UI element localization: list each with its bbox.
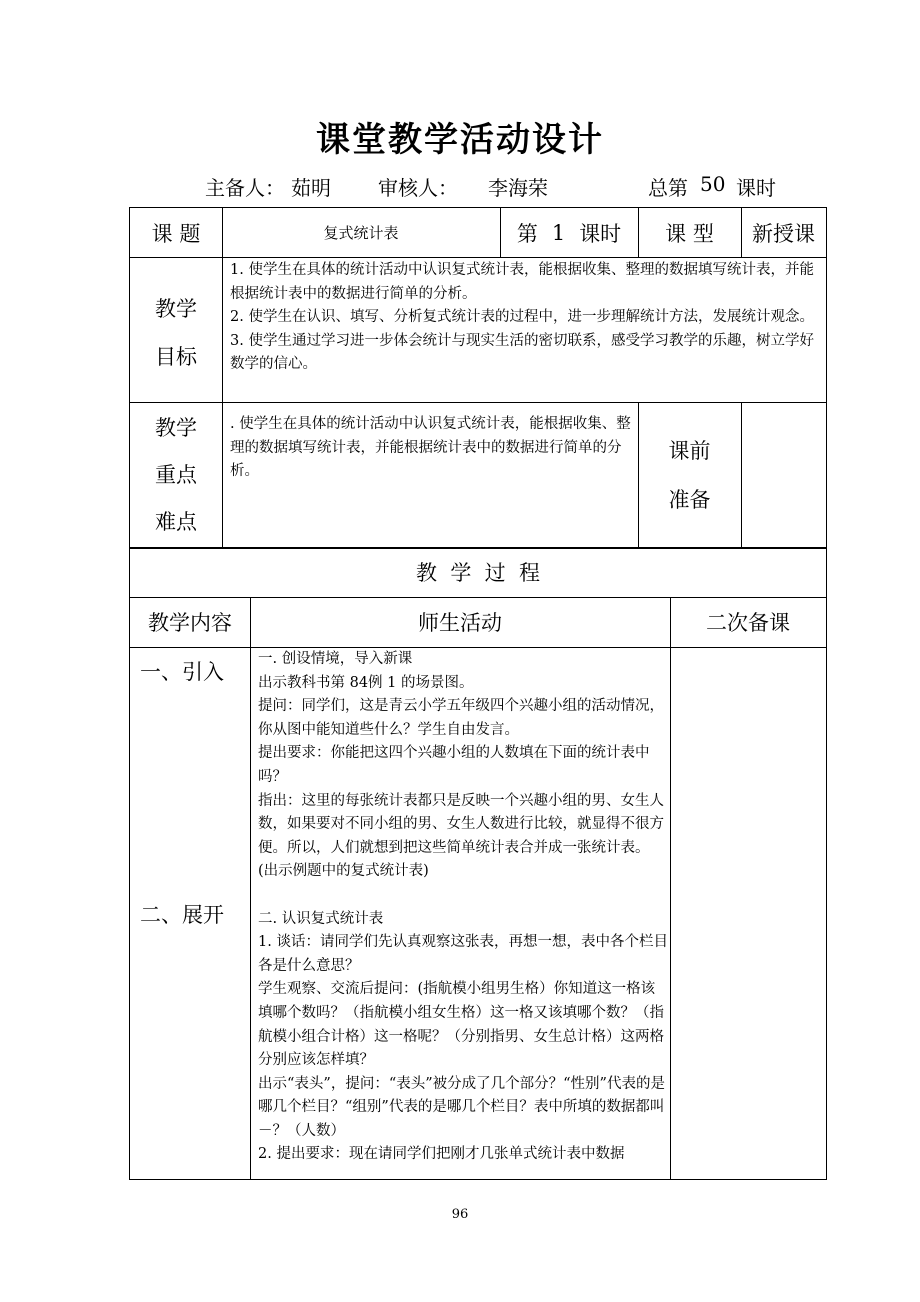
preparer-name: 茹明 xyxy=(291,176,331,200)
reviewer-label: 审核人： xyxy=(378,176,458,200)
type-value: 新授课 xyxy=(752,221,815,246)
column-content: 教学内容 xyxy=(148,611,232,635)
process-table xyxy=(129,547,827,1180)
objectives-label-1: 教学 xyxy=(155,297,197,321)
key-points-label xyxy=(130,402,222,548)
column-activity: 师生活动 xyxy=(418,611,502,635)
topic-label: 课 题 xyxy=(151,221,201,246)
lesson-info-table xyxy=(129,207,827,549)
prep-label-2: 准备 xyxy=(668,488,711,512)
type-label: 课 型 xyxy=(665,221,714,246)
objectives-text: 1. 使学生在具体的统计活动中认识复式统计表，能根据收集、整理的数据填写统计表，并能根据统计表中的数据进行简单的分析。 2. 使学生在认识、填写、分析复式统计表的过程中，进一步理解统计方法，发展统计观念。 3. 使学生通过学习进一步体会统计与现实生活的密切联系，感受学习教学的乐趣，树立学好数学的信心。 xyxy=(230,262,814,373)
objectives-label xyxy=(130,257,222,402)
activity-text: 一. 创设情境，导入新课 出示教科书第 84例 1 的场景图。 提问：同学们，这是青云小学五年级四个兴趣小组的活动情况，你从图中能知道些什么？学生自由发言。 提出要求：你能把这四个兴趣小组的人数填在下面的统计表中吗？ 指出：这里的每张统计表都只是反映一个兴趣小组的男、女生人数，如果要对不同小组的男、女生人数进行比较，就显得不很方便。所以，人们就想到把这些简单统计表合并成一张统计表。(出示例题中的复式统计表) 二. 认识复式统计表 1. 谈话：请同学们先认真观察这张表，再想一想，表中各个栏目各是什么意思？ 学生观察、交流后提问：(指航模小组男生格）你知道这一格该填哪个数吗？（指航模小组女生格）这一格又该填哪个数？（指航模小组合计格）这一格呢？（分别指男、女生总计格）这两格分别应该怎样填？ 出示“表头”，提问：“表头”被分成了几个部分？“性别”代表的是哪几个栏目？“组别”代表的是哪几个栏目？表中所填的数据都叫－？（人数） 2. 提出要求：现在请同学们把刚才几张单式统计表中数据 xyxy=(258,651,668,1163)
lesson-suffix: 课时 xyxy=(579,221,622,246)
lesson-number: 1 xyxy=(551,220,566,245)
reviewer-name: 李海荣 xyxy=(488,176,548,200)
total-number: 50 xyxy=(700,172,726,196)
prep-label-1: 课前 xyxy=(668,439,711,463)
page-number: 96 xyxy=(451,1207,469,1222)
preparer-label: 主备人： xyxy=(205,176,285,200)
key-points-label-1: 教学 xyxy=(155,416,197,440)
lesson-count xyxy=(500,208,638,257)
lesson-prefix: 第 xyxy=(516,221,538,246)
process-heading: 教 学 过 程 xyxy=(415,561,541,585)
key-points-label-2: 重点 xyxy=(155,463,197,487)
objectives-label-2: 目标 xyxy=(155,345,197,369)
section-expand: 二、展开 xyxy=(140,903,224,927)
key-points-label-3: 难点 xyxy=(155,510,197,534)
document-title: 课堂教学活动设计 xyxy=(316,120,604,160)
section-intro: 一、引入 xyxy=(140,660,224,684)
topic-value: 复式统计表 xyxy=(323,224,399,242)
key-points-text: . 使学生在具体的统计活动中认识复式统计表，能根据收集、整理的数据填写统计表，并能根据统计表中的数据进行简单的分析。 xyxy=(230,416,631,480)
prep-label xyxy=(638,402,741,548)
total-suffix: 课时 xyxy=(736,176,776,200)
total-prefix: 总第 xyxy=(648,176,688,200)
column-revision: 二次备课 xyxy=(706,611,790,635)
